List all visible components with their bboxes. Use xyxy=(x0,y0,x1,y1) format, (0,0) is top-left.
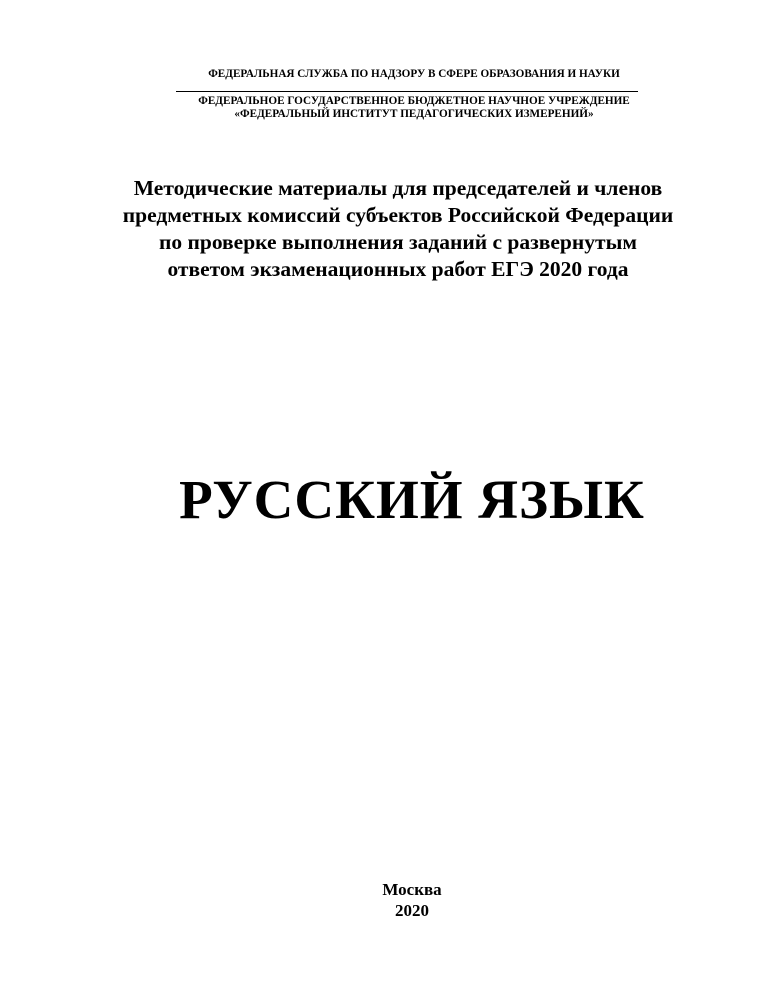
title-line: ответом экзаменационных работ ЕГЭ 2020 года xyxy=(167,257,629,281)
agency-name: ФЕДЕРАЛЬНАЯ СЛУЖБА ПО НАДЗОРУ В СФЕРЕ ОБРАЗОВАНИЯ И НАУКИ xyxy=(208,68,620,80)
institution-name-line1: ФЕДЕРАЛЬНОЕ ГОСУДАРСТВЕННОЕ БЮДЖЕТНОЕ НАУЧНОЕ УЧРЕЖДЕНИЕ xyxy=(198,95,630,107)
publication-year: 2020 xyxy=(395,901,429,920)
title-line: Методические материалы для председателей и членов xyxy=(133,176,663,200)
header-divider xyxy=(176,91,638,92)
publication-city: Москва xyxy=(382,880,442,899)
title-line: по проверке выполнения заданий с развернутым xyxy=(158,230,638,254)
subject-heading: РУССКИЙ ЯЗЫК xyxy=(179,469,645,530)
document-title xyxy=(0,175,768,283)
title-line: предметных комиссий субъектов Российской Федерации xyxy=(122,203,674,227)
institution-name-line2: «ФЕДЕРАЛЬНЫЙ ИНСТИТУТ ПЕДАГОГИЧЕСКИХ ИЗМЕРЕНИЙ» xyxy=(234,108,594,120)
